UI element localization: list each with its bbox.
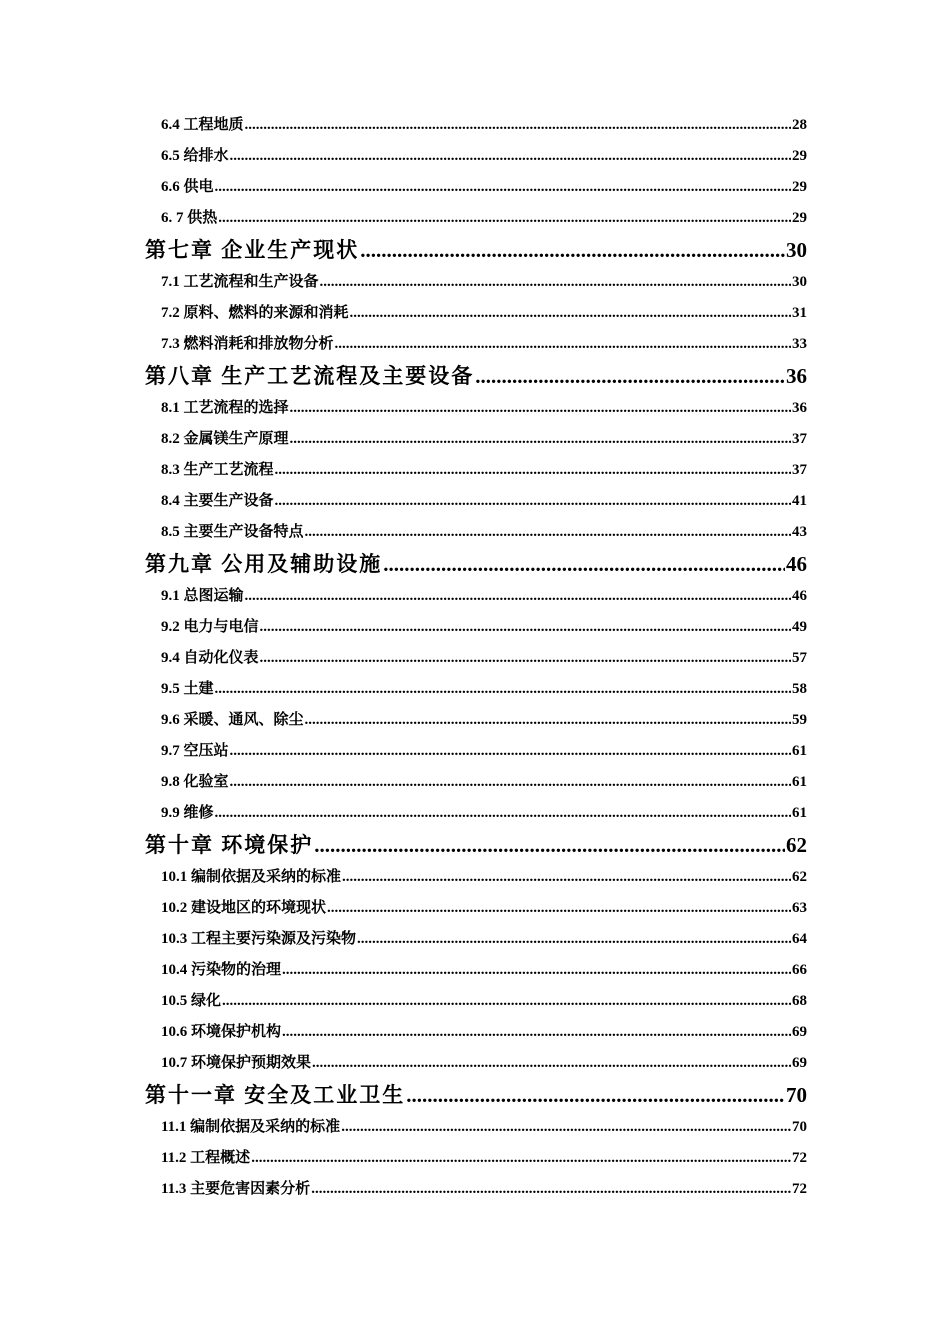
- toc-dot-leader: [260, 612, 791, 643]
- toc-dot-leader: [360, 234, 785, 267]
- toc-chapter-entry[interactable]: [145, 1079, 807, 1112]
- toc-section-entry[interactable]: [145, 329, 807, 360]
- toc-dot-leader: [245, 110, 791, 141]
- toc-page-number: 61: [792, 805, 807, 821]
- toc-entry-title: 7.2 原料、燃料的来源和消耗: [161, 305, 349, 321]
- toc-section-entry[interactable]: [145, 1174, 807, 1205]
- toc-page-number: 61: [792, 774, 807, 790]
- toc-entry-title: 9.4 自动化仪表: [161, 650, 259, 666]
- toc-section-entry[interactable]: [145, 267, 807, 298]
- toc-chapter-entry[interactable]: [145, 548, 807, 581]
- toc-dot-leader: [342, 862, 791, 893]
- toc-section-entry[interactable]: [145, 1048, 807, 1079]
- toc-entry-title: 8.1 工艺流程的选择: [161, 400, 289, 416]
- toc-page-number: 36: [786, 364, 807, 388]
- toc-section-entry[interactable]: [145, 455, 807, 486]
- table-of-contents: [145, 110, 807, 1205]
- toc-dot-leader: [282, 955, 791, 986]
- toc-section-entry[interactable]: [145, 986, 807, 1017]
- toc-chapter-entry[interactable]: [145, 234, 807, 267]
- toc-section-entry[interactable]: [145, 486, 807, 517]
- toc-entry-title: 第九章 公用及辅助设施: [145, 552, 383, 576]
- toc-entry-title: 11.1 编制依据及采纳的标准: [161, 1119, 341, 1135]
- toc-page-number: 66: [792, 962, 807, 978]
- toc-page-number: 28: [792, 117, 807, 133]
- toc-chapter-entry[interactable]: [145, 829, 807, 862]
- toc-entry-title: 9.8 化验室: [161, 774, 229, 790]
- toc-section-entry[interactable]: [145, 110, 807, 141]
- toc-section-entry[interactable]: [145, 298, 807, 329]
- toc-page-number: 69: [792, 1024, 807, 1040]
- toc-section-entry[interactable]: [145, 736, 807, 767]
- toc-section-entry[interactable]: [145, 203, 807, 234]
- toc-entry-title: 10.7 环境保护预期效果: [161, 1055, 312, 1071]
- toc-entry-title: 6.6 供电: [161, 179, 214, 195]
- toc-page-number: 30: [792, 274, 807, 290]
- toc-section-entry[interactable]: [145, 893, 807, 924]
- toc-entry-title: 8.3 生产工艺流程: [161, 462, 274, 478]
- toc-dot-leader: [230, 736, 791, 767]
- toc-dot-leader: [275, 455, 791, 486]
- toc-entry-title: 10.5 绿化: [161, 993, 222, 1009]
- toc-page-number: 72: [792, 1150, 807, 1166]
- toc-page-number: 70: [786, 1083, 807, 1107]
- toc-chapter-entry[interactable]: [145, 360, 807, 393]
- toc-entry-title: 8.5 主要生产设备特点: [161, 524, 304, 540]
- toc-page-number: 49: [792, 619, 807, 635]
- toc-dot-leader: [230, 141, 791, 172]
- toc-entry-title: 7.1 工艺流程和生产设备: [161, 274, 319, 290]
- toc-section-entry[interactable]: [145, 517, 807, 548]
- toc-entry-title: 第八章 生产工艺流程及主要设备: [145, 364, 475, 388]
- toc-entry-title: 10.6 环境保护机构: [161, 1024, 282, 1040]
- toc-dot-leader: [312, 1048, 791, 1079]
- toc-section-entry[interactable]: [145, 581, 807, 612]
- toc-page-number: 59: [792, 712, 807, 728]
- toc-dot-leader: [260, 643, 791, 674]
- toc-page-number: 43: [792, 524, 807, 540]
- toc-dot-leader: [311, 1174, 791, 1205]
- toc-entry-title: 6.4 工程地质: [161, 117, 244, 133]
- toc-section-entry[interactable]: [145, 767, 807, 798]
- toc-entry-title: 6. 7 供热: [161, 210, 218, 226]
- toc-dot-leader: [215, 172, 791, 203]
- toc-section-entry[interactable]: [145, 1112, 807, 1143]
- toc-entry-title: 8.4 主要生产设备: [161, 493, 274, 509]
- toc-entry-title: 第七章 企业生产现状: [145, 238, 360, 262]
- toc-page-number: 70: [792, 1119, 807, 1135]
- toc-dot-leader: [251, 1143, 791, 1174]
- toc-entry-title: 7.3 燃料消耗和排放物分析: [161, 336, 334, 352]
- toc-dot-leader: [341, 1112, 791, 1143]
- toc-page-number: 41: [792, 493, 807, 509]
- toc-entry-title: 6.5 给排水: [161, 148, 229, 164]
- toc-entry-title: 9.7 空压站: [161, 743, 229, 759]
- toc-entry-title: 8.2 金属镁生产原理: [161, 431, 289, 447]
- toc-page-number: 36: [792, 400, 807, 416]
- toc-entry-title: 10.4 污染物的治理: [161, 962, 282, 978]
- toc-section-entry[interactable]: [145, 924, 807, 955]
- toc-section-entry[interactable]: [145, 798, 807, 829]
- toc-section-entry[interactable]: [145, 705, 807, 736]
- toc-page-number: 46: [786, 552, 807, 576]
- toc-section-entry[interactable]: [145, 172, 807, 203]
- toc-page-number: 62: [786, 833, 807, 857]
- toc-page-number: 63: [792, 900, 807, 916]
- toc-section-entry[interactable]: [145, 141, 807, 172]
- toc-dot-leader: [320, 267, 791, 298]
- toc-page-number: 37: [792, 462, 807, 478]
- toc-section-entry[interactable]: [145, 674, 807, 705]
- toc-entry-title: 10.3 工程主要污染源及污染物: [161, 931, 357, 947]
- toc-dot-leader: [282, 1017, 791, 1048]
- toc-dot-leader: [245, 581, 791, 612]
- toc-page-number: 37: [792, 431, 807, 447]
- toc-page-number: 31: [792, 305, 807, 321]
- toc-dot-leader: [215, 674, 791, 705]
- toc-entry-title: 9.2 电力与电信: [161, 619, 259, 635]
- toc-section-entry[interactable]: [145, 1017, 807, 1048]
- toc-section-entry[interactable]: [145, 1143, 807, 1174]
- toc-dot-leader: [305, 705, 791, 736]
- toc-page-number: 29: [792, 179, 807, 195]
- toc-dot-leader: [406, 1079, 785, 1112]
- toc-page-number: 68: [792, 993, 807, 1009]
- toc-entry-title: 10.2 建设地区的环境现状: [161, 900, 327, 916]
- toc-section-entry[interactable]: [145, 643, 807, 674]
- toc-page-number: 62: [792, 869, 807, 885]
- toc-page-number: 46: [792, 588, 807, 604]
- toc-entry-title: 9.9 维修: [161, 805, 214, 821]
- toc-section-entry[interactable]: [145, 955, 807, 986]
- toc-page-number: 69: [792, 1055, 807, 1071]
- toc-dot-leader: [290, 393, 791, 424]
- toc-dot-leader: [335, 329, 791, 360]
- toc-entry-title: 9.5 土建: [161, 681, 214, 697]
- toc-entry-title: 第十一章 安全及工业卫生: [145, 1083, 406, 1107]
- toc-entry-title: 10.1 编制依据及采纳的标准: [161, 869, 342, 885]
- toc-section-entry[interactable]: [145, 393, 807, 424]
- toc-page-number: 57: [792, 650, 807, 666]
- toc-dot-leader: [290, 424, 791, 455]
- toc-entry-title: 11.2 工程概述: [161, 1150, 251, 1166]
- toc-page-number: 61: [792, 743, 807, 759]
- toc-dot-leader: [357, 924, 791, 955]
- toc-entry-title: 11.3 主要危害因素分析: [161, 1181, 311, 1197]
- toc-dot-leader: [275, 486, 791, 517]
- toc-dot-leader: [222, 986, 791, 1017]
- toc-page-number: 29: [792, 148, 807, 164]
- toc-page-number: 64: [792, 931, 807, 947]
- toc-entry-title: 9.1 总图运输: [161, 588, 244, 604]
- toc-dot-leader: [314, 829, 785, 862]
- toc-dot-leader: [350, 298, 791, 329]
- toc-section-entry[interactable]: [145, 424, 807, 455]
- toc-page-number: 72: [792, 1181, 807, 1197]
- toc-page-number: 58: [792, 681, 807, 697]
- toc-dot-leader: [215, 798, 791, 829]
- toc-dot-leader: [475, 360, 785, 393]
- toc-section-entry[interactable]: [145, 612, 807, 643]
- toc-dot-leader: [218, 203, 791, 234]
- toc-page-number: 30: [786, 238, 807, 262]
- toc-entry-title: 9.6 采暖、通风、除尘: [161, 712, 304, 728]
- toc-dot-leader: [383, 548, 785, 581]
- toc-dot-leader: [230, 767, 791, 798]
- toc-page-number: 29: [792, 210, 807, 226]
- toc-section-entry[interactable]: [145, 862, 807, 893]
- toc-entry-title: 第十章 环境保护: [145, 833, 314, 857]
- toc-dot-leader: [305, 517, 791, 548]
- toc-page-number: 33: [792, 336, 807, 352]
- toc-dot-leader: [327, 893, 791, 924]
